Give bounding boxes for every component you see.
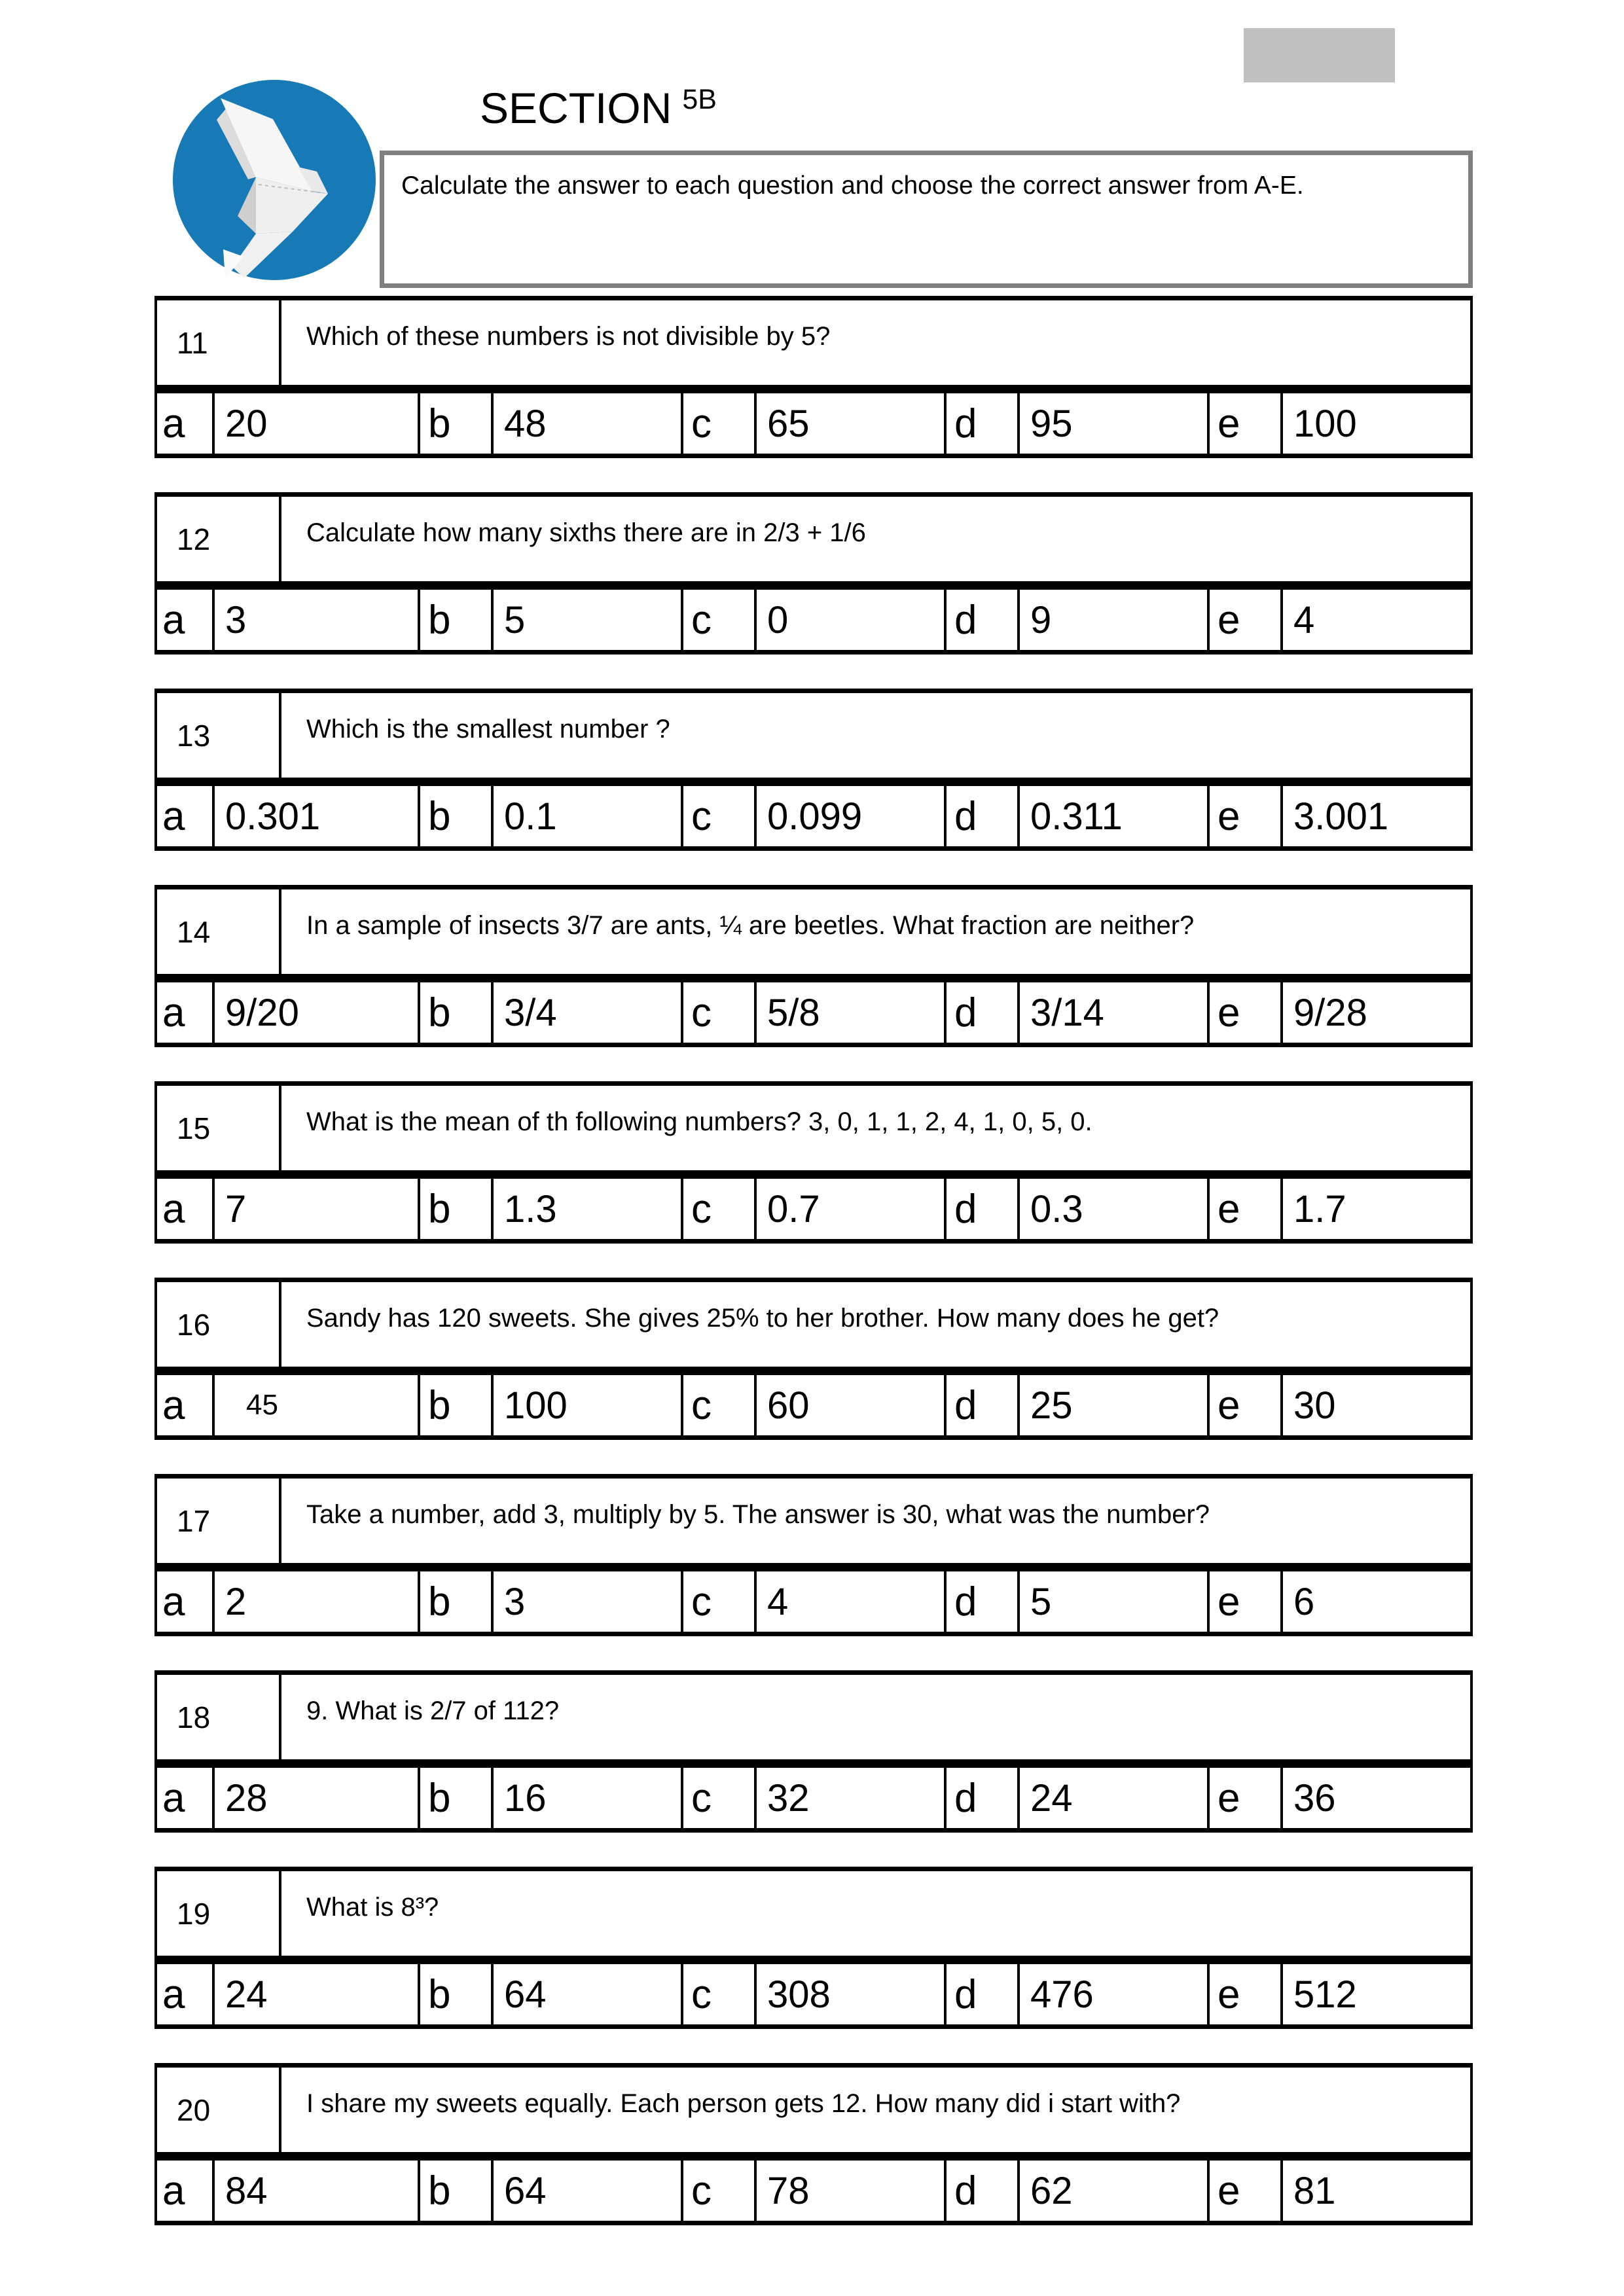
- answer-option-c: [683, 393, 947, 454]
- answer-option-d: [947, 1768, 1210, 1828]
- answer-value: 32: [767, 1776, 810, 1820]
- question-block-16: [154, 1278, 1473, 1440]
- answer-letter: a: [157, 2161, 215, 2221]
- answer-letter: e: [1210, 982, 1283, 1043]
- question-number: 19: [157, 1871, 281, 1956]
- question-number: 17: [157, 1479, 281, 1563]
- answer-value: 0: [767, 598, 789, 641]
- answer-letter: e: [1210, 2161, 1283, 2221]
- answer-letter: a: [157, 590, 215, 650]
- question-number: 11: [157, 300, 281, 385]
- answer-letter: c: [683, 786, 757, 846]
- answer-value: 78: [767, 2169, 810, 2212]
- answer-option-a: [157, 1375, 420, 1435]
- answer-option-a: [157, 2161, 420, 2221]
- question-row: [154, 1278, 1473, 1369]
- answer-option-e: [1210, 1768, 1470, 1828]
- answer-option-a: [157, 1571, 420, 1632]
- answer-letter: d: [947, 786, 1020, 846]
- answer-value: 5: [1030, 1580, 1052, 1623]
- answer-option-b: [420, 1964, 683, 2024]
- answer-letter: e: [1210, 1179, 1283, 1239]
- answer-option-b: [420, 590, 683, 650]
- answer-letter: a: [157, 1571, 215, 1632]
- answer-letter: d: [947, 1375, 1020, 1435]
- answer-value: 512: [1293, 1973, 1357, 2016]
- answer-letter: d: [947, 1964, 1020, 2024]
- answer-option-c: [683, 590, 947, 650]
- question-block-11: [154, 296, 1473, 458]
- question-block-20: [154, 2063, 1473, 2225]
- question-row: [154, 1867, 1473, 1958]
- answer-value: 3: [225, 598, 247, 641]
- answer-option-b: [420, 1179, 683, 1239]
- answer-option-e: [1210, 1375, 1470, 1435]
- section-title-text: SECTION: [480, 84, 672, 132]
- answer-option-d: [947, 590, 1210, 650]
- answer-value: 64: [504, 1973, 547, 2016]
- answer-value: 81: [1293, 2169, 1336, 2212]
- answer-letter: d: [947, 1571, 1020, 1632]
- question-number: 14: [157, 889, 281, 974]
- answer-letter: b: [420, 1571, 494, 1632]
- question-block-13: [154, 689, 1473, 851]
- answer-option-a: [157, 590, 420, 650]
- answer-value: 308: [767, 1973, 831, 2016]
- answer-option-b: [420, 1571, 683, 1632]
- question-text: In a sample of insects 3/7 are ants, ¼ are beetles. What fraction are neither?: [306, 911, 1195, 940]
- answer-value: 1.7: [1293, 1187, 1346, 1230]
- answer-option-c: [683, 1768, 947, 1828]
- answer-row: [154, 977, 1473, 1047]
- question-row: [154, 2063, 1473, 2155]
- answer-option-d: [947, 1571, 1210, 1632]
- answer-value: 9/28: [1293, 991, 1367, 1034]
- answer-value: 3: [504, 1580, 526, 1623]
- answer-letter: b: [420, 1768, 494, 1828]
- answer-value: 9: [1030, 598, 1052, 641]
- answer-letter: e: [1210, 1375, 1283, 1435]
- answer-row: [154, 1762, 1473, 1833]
- answer-letter: e: [1210, 393, 1283, 454]
- answer-letter: a: [157, 786, 215, 846]
- question-number: 16: [157, 1282, 281, 1367]
- question-block-12: [154, 492, 1473, 655]
- answer-letter: d: [947, 590, 1020, 650]
- answer-value: 28: [225, 1776, 268, 1820]
- answer-value: 100: [504, 1384, 568, 1427]
- answer-value: 0.3: [1030, 1187, 1083, 1230]
- question-row: [154, 885, 1473, 977]
- question-text: Take a number, add 3, multiply by 5. The answer is 30, what was the number?: [306, 1500, 1210, 1529]
- answer-value: 25: [1030, 1384, 1073, 1427]
- page-title: [480, 86, 717, 130]
- answer-value: 7: [225, 1187, 247, 1230]
- answer-option-c: [683, 1571, 947, 1632]
- answer-option-d: [947, 2161, 1210, 2221]
- answer-value: 65: [767, 402, 810, 445]
- answer-value: 95: [1030, 402, 1073, 445]
- answer-option-a: [157, 1179, 420, 1239]
- answer-option-e: [1210, 590, 1470, 650]
- question-number: 18: [157, 1675, 281, 1759]
- question-block-14: [154, 885, 1473, 1047]
- answer-option-e: [1210, 393, 1470, 454]
- answer-letter: d: [947, 2161, 1020, 2221]
- answer-option-c: [683, 1375, 947, 1435]
- answer-letter: e: [1210, 786, 1283, 846]
- answer-row: [154, 780, 1473, 851]
- question-text: Which is the smallest number ?: [306, 715, 670, 744]
- question-block-18: [154, 1670, 1473, 1833]
- answer-letter: c: [683, 2161, 757, 2221]
- answer-letter: d: [947, 393, 1020, 454]
- answer-value: 24: [225, 1973, 268, 2016]
- answer-value: 60: [767, 1384, 810, 1427]
- question-row: [154, 689, 1473, 780]
- question-number: 20: [157, 2068, 281, 2152]
- answer-option-d: [947, 1179, 1210, 1239]
- answer-letter: c: [683, 1375, 757, 1435]
- answer-row: [154, 1566, 1473, 1636]
- answer-letter: b: [420, 1964, 494, 2024]
- answer-letter: d: [947, 1179, 1020, 1239]
- answer-value: 476: [1030, 1973, 1094, 2016]
- answer-value: 9/20: [225, 991, 299, 1034]
- answer-option-a: [157, 786, 420, 846]
- answer-value: 0.311: [1030, 795, 1123, 838]
- answer-value: 45: [246, 1389, 278, 1421]
- question-block-17: [154, 1474, 1473, 1636]
- answer-letter: a: [157, 1375, 215, 1435]
- answer-letter: d: [947, 982, 1020, 1043]
- answer-value: 6: [1293, 1580, 1315, 1623]
- question-text: What is the mean of th following numbers? 3, 0, 1, 1, 2, 4, 1, 0, 5, 0.: [306, 1107, 1092, 1136]
- answer-value: 100: [1293, 402, 1357, 445]
- section-number: 5B: [682, 84, 717, 115]
- answer-option-b: [420, 786, 683, 846]
- answer-letter: c: [683, 982, 757, 1043]
- answer-option-a: [157, 393, 420, 454]
- answer-option-a: [157, 1768, 420, 1828]
- answer-option-b: [420, 1375, 683, 1435]
- answer-option-e: [1210, 982, 1470, 1043]
- answer-option-c: [683, 2161, 947, 2221]
- answer-letter: b: [420, 2161, 494, 2221]
- question-row: [154, 1670, 1473, 1762]
- answer-value: 4: [1293, 598, 1315, 641]
- answer-value: 5: [504, 598, 526, 641]
- instruction-text: Calculate the answer to each question and choose the correct answer from A-E.: [401, 171, 1304, 200]
- answer-letter: c: [683, 1571, 757, 1632]
- answer-letter: e: [1210, 1964, 1283, 2024]
- answer-value: 16: [504, 1776, 547, 1820]
- answer-option-c: [683, 1964, 947, 2024]
- answer-letter: a: [157, 1964, 215, 2024]
- question-number: 13: [157, 693, 281, 778]
- answer-value: 5/8: [767, 991, 820, 1034]
- question-text: I share my sweets equally. Each person gets 12. How many did i start with?: [306, 2089, 1181, 2118]
- answer-value: 3.001: [1293, 795, 1389, 838]
- answer-letter: b: [420, 982, 494, 1043]
- answer-letter: a: [157, 982, 215, 1043]
- answer-letter: b: [420, 393, 494, 454]
- instruction-box: [380, 151, 1473, 288]
- question-list: [154, 296, 1473, 2259]
- question-text: What is 8³?: [306, 1893, 439, 1922]
- answer-option-e: [1210, 2161, 1470, 2221]
- answer-option-c: [683, 1179, 947, 1239]
- answer-option-b: [420, 2161, 683, 2221]
- answer-letter: e: [1210, 1571, 1283, 1632]
- answer-option-e: [1210, 1964, 1470, 2024]
- answer-value: 0.099: [767, 795, 863, 838]
- answer-letter: e: [1210, 590, 1283, 650]
- origami-bird-logo-icon: [172, 79, 376, 281]
- answer-value: 4: [767, 1580, 789, 1623]
- answer-letter: e: [1210, 1768, 1283, 1828]
- answer-letter: a: [157, 1179, 215, 1239]
- answer-letter: c: [683, 1768, 757, 1828]
- answer-row: [154, 2155, 1473, 2225]
- question-number: 15: [157, 1086, 281, 1170]
- answer-row: [154, 1173, 1473, 1244]
- answer-option-d: [947, 982, 1210, 1043]
- answer-letter: c: [683, 393, 757, 454]
- answer-option-d: [947, 1375, 1210, 1435]
- answer-row: [154, 584, 1473, 655]
- question-row: [154, 1081, 1473, 1173]
- question-row: [154, 296, 1473, 387]
- answer-letter: b: [420, 1375, 494, 1435]
- answer-letter: c: [683, 1179, 757, 1239]
- question-text: Sandy has 120 sweets. She gives 25% to her brother. How many does he get?: [306, 1304, 1219, 1333]
- answer-value: 48: [504, 402, 547, 445]
- answer-option-d: [947, 393, 1210, 454]
- answer-letter: c: [683, 1964, 757, 2024]
- answer-option-e: [1210, 786, 1470, 846]
- question-text: 9. What is 2/7 of 112?: [306, 1696, 560, 1725]
- answer-row: [154, 1369, 1473, 1440]
- answer-value: 0.1: [504, 795, 557, 838]
- answer-value: 3/14: [1030, 991, 1104, 1034]
- question-text: Which of these numbers is not divisible by 5?: [306, 322, 831, 351]
- answer-value: 1.3: [504, 1187, 557, 1230]
- question-block-15: [154, 1081, 1473, 1244]
- answer-value: 2: [225, 1580, 247, 1623]
- answer-option-a: [157, 1964, 420, 2024]
- question-row: [154, 1474, 1473, 1566]
- answer-option-d: [947, 786, 1210, 846]
- answer-value: 62: [1030, 2169, 1073, 2212]
- answer-letter: a: [157, 393, 215, 454]
- answer-value: 24: [1030, 1776, 1073, 1820]
- answer-value: 20: [225, 402, 268, 445]
- answer-value: 84: [225, 2169, 268, 2212]
- answer-row: [154, 1958, 1473, 2029]
- redacted-name-box: [1244, 28, 1395, 82]
- question-block-19: [154, 1867, 1473, 2029]
- answer-value: 64: [504, 2169, 547, 2212]
- answer-row: [154, 387, 1473, 458]
- answer-option-e: [1210, 1179, 1470, 1239]
- answer-value: 0.7: [767, 1187, 820, 1230]
- question-text: Calculate how many sixths there are in 2/3 + 1/6: [306, 518, 866, 547]
- answer-value: 0.301: [225, 795, 321, 838]
- answer-letter: c: [683, 590, 757, 650]
- answer-value: 30: [1293, 1384, 1336, 1427]
- answer-option-b: [420, 982, 683, 1043]
- answer-letter: d: [947, 1768, 1020, 1828]
- answer-value: 36: [1293, 1776, 1336, 1820]
- answer-option-c: [683, 786, 947, 846]
- answer-option-e: [1210, 1571, 1470, 1632]
- answer-letter: b: [420, 590, 494, 650]
- answer-letter: b: [420, 1179, 494, 1239]
- question-number: 12: [157, 497, 281, 581]
- answer-letter: b: [420, 786, 494, 846]
- answer-letter: a: [157, 1768, 215, 1828]
- answer-option-d: [947, 1964, 1210, 2024]
- answer-option-b: [420, 1768, 683, 1828]
- answer-option-b: [420, 393, 683, 454]
- answer-value: 3/4: [504, 991, 557, 1034]
- answer-option-c: [683, 982, 947, 1043]
- answer-option-a: [157, 982, 420, 1043]
- question-row: [154, 492, 1473, 584]
